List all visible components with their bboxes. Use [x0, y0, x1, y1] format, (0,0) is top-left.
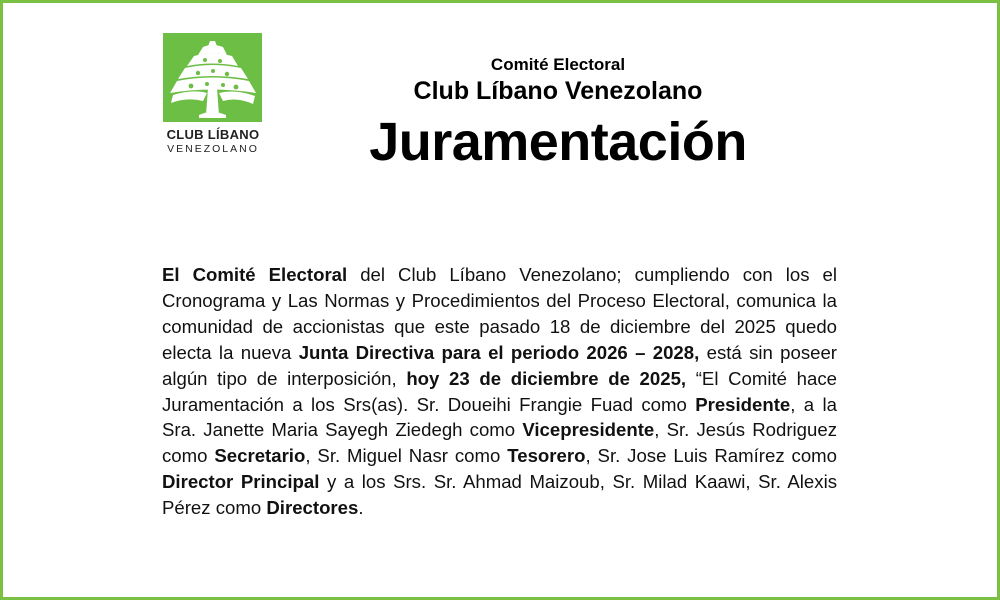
role-president: Presidente [695, 393, 791, 415]
logo-subtitle: VENEZOLANO [167, 143, 259, 155]
text-segment-bold: Junta Directiva para el periodo 2026 – 2028, [298, 341, 700, 363]
role-secretary: Secretario [214, 445, 306, 467]
text-segment-bold: hoy 23 de diciembre de 2025, [406, 367, 687, 389]
page-title: Juramentación [369, 112, 747, 172]
text-segment: , Sr. Jose Luis Ramírez como [585, 445, 837, 467]
cedar-tree-icon [163, 33, 262, 122]
text-segment: . [358, 497, 364, 519]
role-treasurer: Tesorero [507, 445, 586, 467]
logo-title: CLUB LÍBANO [166, 127, 260, 142]
text-segment: , Sr. Jesús Rodriguez como [162, 419, 837, 467]
text-segment: , a la Sra. Janette Maria Sayegh Ziedegh como [162, 393, 837, 441]
committee-heading: Comité Electoral [490, 55, 626, 74]
text-segment: del Club Líbano Venezolano; cumpliendo con los el Cronograma y Las Normas y Procedimientos del Proceso Electoral, comunica la comunidad de accionistas que este pasado 18 de diciembre del 2025 quedo electa la nueva [162, 264, 837, 363]
role-vicepresident: Vicepresidente [522, 419, 655, 441]
text-segment: “El Comité hace Juramentación a los Srs(as). Sr. Doueihi Frangie Fuad como [162, 367, 837, 415]
text-segment: , Sr. Miguel Nasr como [305, 445, 508, 467]
role-directors: Directores [266, 497, 359, 519]
text-segment: y a los Srs. Sr. Ahmad Maizoub, Sr. Milad Kaawi, Sr. Alexis Pérez como [162, 471, 837, 519]
text-segment: está sin poseer algún tipo de interposición, [162, 341, 838, 389]
role-director-principal: Director Principal [162, 471, 320, 493]
club-logo [163, 33, 262, 122]
club-heading: Club Líbano Venezolano [413, 77, 703, 105]
text-segment-bold: El Comité Electoral [162, 264, 348, 285]
announcement-paragraph [162, 262, 837, 521]
